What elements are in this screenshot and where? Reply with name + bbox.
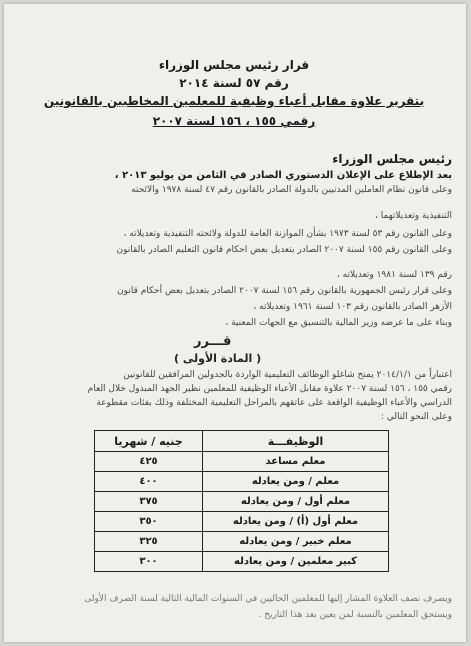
amount-cell: ٤٢٥ bbox=[95, 452, 203, 472]
table-row bbox=[95, 452, 389, 472]
document-page bbox=[4, 4, 466, 642]
preamble-line: وعلى القانون رقم ١٥٥ لسنة ٢٠٠٧ الصادر بتعديل بعض احكام قانون التعليم الصادر بالقانون bbox=[116, 245, 452, 255]
job-title-cell: معلم / ومن يعادله bbox=[203, 472, 389, 492]
decree-number: رقم ٥٧ لسنة ٢٠١٤ bbox=[179, 76, 289, 90]
footer-line: ويصرف نصف العلاوة المشار إليها للمعلمين الحاليين في السنوات المالية التالية لسنة الصرف الأولى bbox=[84, 594, 452, 604]
table-row bbox=[95, 552, 389, 572]
job-title-cell: معلم أول / ومن يعادله bbox=[203, 492, 389, 512]
amount-cell: ٣٧٥ bbox=[95, 492, 203, 512]
job-title-cell: معلم خبير / ومن يعادله bbox=[203, 532, 389, 552]
article-line: وعلى النحو التالي : bbox=[380, 412, 452, 422]
table-row bbox=[95, 492, 389, 512]
article-line: الدراسي والأعباء الوظيفية الواقعة على عاتقهم بالمراحل التعليمية المختلفة وذلك بفئات مقطوعة bbox=[96, 398, 452, 408]
preamble-line: التنفيذية وتعديلاتهما ، bbox=[374, 211, 452, 221]
decree-laws: رقمي ١٥٥ ، ١٥٦ لسنة ٢٠٠٧ bbox=[152, 114, 316, 128]
preamble-title: رئيس مجلس الوزراء bbox=[332, 152, 452, 166]
amount-cell: ٤٠٠ bbox=[95, 472, 203, 492]
preamble-first-line: بعد الإطلاع على الإعلان الدستوري الصادر في الثامن من يوليو ٢٠١٣ ، bbox=[114, 170, 452, 181]
preamble-line: رقم ١٣٩ لسنة ١٩٨١ وتعديلاته ، bbox=[336, 270, 452, 280]
amount-cell: ٣٥٠ bbox=[95, 512, 203, 532]
decree-subject: بتقرير علاوة مقابل أعباء وظيفية للمعلمين المخاطبين بالقانونين bbox=[43, 94, 425, 108]
job-title-cell: كبير معلمين / ومن يعادله bbox=[203, 552, 389, 572]
table-row bbox=[95, 532, 389, 552]
amount-cell: ٣٢٥ bbox=[95, 532, 203, 552]
preamble-line: وعلى القانون رقم ٥٣ لسنة ١٩٧٣ بشأن الموازنة العامة للدولة ولائحته التنفيذية وتعديلاته ، bbox=[123, 229, 452, 239]
decree-title: قرار رئيس مجلس الوزراء bbox=[158, 58, 310, 72]
job-title-cell: معلم أول (أ) / ومن يعادله bbox=[203, 512, 389, 532]
preamble-line: وعلى قرار رئيس الجمهورية بالقانون رقم ١٥٦ لسنة ٢٠٠٧ الصادر بتعديل بعض أحكام قانون bbox=[117, 286, 452, 296]
preamble-line: الأزهر الصادر بالقانون رقم ١٠٣ لسنة ١٩٦١ وتعديلاته ، bbox=[253, 302, 452, 312]
column-header-job: الوظيفـــة bbox=[203, 431, 389, 452]
table-row bbox=[95, 512, 389, 532]
job-title-cell: معلم مساعد bbox=[203, 452, 389, 472]
article-line: رقمي ١٥٥ ، ١٥٦ لسنة ٢٠٠٧ علاوة مقابل الأعباء الوظيفية للمعلمين نظير الجهد المبذول خلال العام bbox=[87, 384, 452, 394]
column-header-amount: جنيه / شهريا bbox=[95, 431, 203, 452]
preamble-line: وعلى قانون نظام العاملين المدنيين بالدولة الصادر بالقانون رقم ٤٧ لسنة ١٩٧٨ والائحته bbox=[131, 185, 452, 195]
table-header-row bbox=[95, 431, 389, 452]
amount-cell: ٣٠٠ bbox=[95, 552, 203, 572]
article-line: اعتباراً من ٢٠١٤/١/١ يمنح شاغلو الوظائف التعليمية الواردة بالجدولين المرافقين للقانونين bbox=[123, 370, 452, 380]
table-row bbox=[95, 472, 389, 492]
footer-line: ويستحق المعلمين بالنسبة لمن يعين بعد هذا التاريخ . bbox=[258, 610, 452, 620]
salary-table bbox=[94, 430, 389, 572]
preamble-line: وبناء على ما عرضه وزير المالية بالتنسيق مع الجهات المعنية ، bbox=[225, 318, 452, 328]
article-heading: ( المادة الأولى ) bbox=[174, 352, 262, 365]
decision-heading: قـــرر bbox=[194, 334, 232, 349]
